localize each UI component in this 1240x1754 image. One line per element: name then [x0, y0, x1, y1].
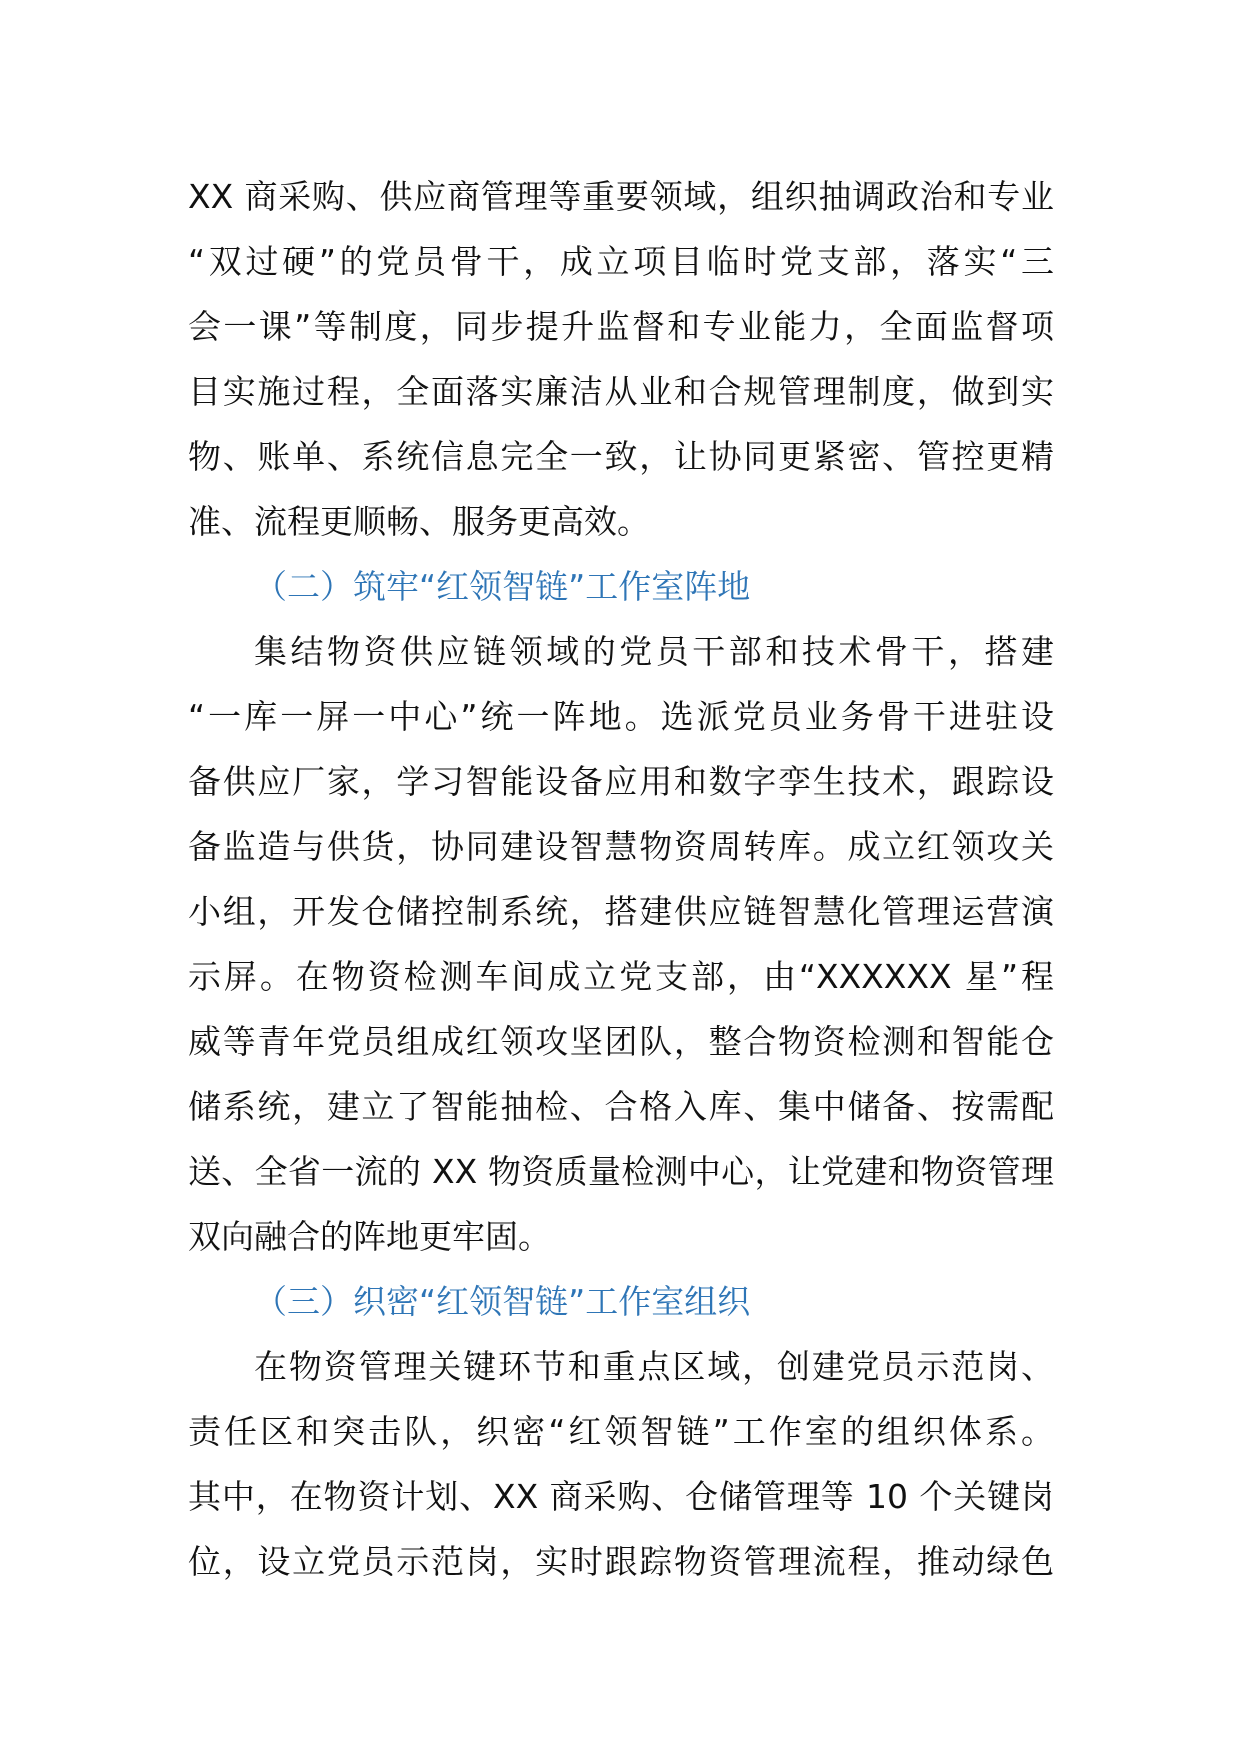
- paragraph-line: 在物资管理关键环节和重点区域，创建党员示范岗、: [254, 1347, 1054, 1386]
- paragraph-line: 小组，开发仓储控制系统，搭建供应链智慧化管理运营演: [188, 892, 1054, 931]
- paragraph-line: 备供应厂家，学习智能设备应用和数字孪生技术，跟踪设: [188, 762, 1054, 801]
- paragraph-3: [188, 1334, 1054, 1594]
- paragraph-line: 双向融合的阵地更牢固。: [188, 1217, 551, 1256]
- paragraph-line: 位，设立党员示范岗，实时跟踪物资管理流程，推动绿色: [188, 1542, 1054, 1581]
- paragraph-line: 威等青年党员组成红领攻坚团队，整合物资检测和智能仓: [188, 1022, 1054, 1061]
- paragraph-1: [188, 164, 1054, 554]
- paragraph-line: “一库一屏一中心”统一阵地。选派党员业务骨干进驻设: [188, 697, 1054, 736]
- paragraph-line: 会一课”等制度，同步提升监督和专业能力，全面监督项: [188, 307, 1054, 346]
- paragraph-line: 示屏。在物资检测车间成立党支部，由“XXXXXX 星”程: [188, 957, 1054, 996]
- section-heading-2: （二）筑牢“红领智链”工作室阵地: [254, 567, 751, 606]
- paragraph-line: 其中，在物资计划、XX 商采购、仓储管理等 10 个关键岗: [188, 1477, 1054, 1516]
- section-heading-3: （三）织密“红领智链”工作室组织: [254, 1282, 751, 1321]
- paragraph-line: 集结物资供应链领域的党员干部和技术骨干，搭建: [254, 632, 1054, 671]
- paragraph-line: 目实施过程，全面落实廉洁从业和合规管理制度，做到实: [188, 372, 1054, 411]
- paragraph-line: 储系统，建立了智能抽检、合格入库、集中储备、按需配: [188, 1087, 1054, 1126]
- paragraph-line: XX 商采购、供应商管理等重要领域，组织抽调政治和专业: [188, 177, 1054, 216]
- paragraph-line: 物、账单、系统信息完全一致，让协同更紧密、管控更精: [188, 437, 1054, 476]
- document-page: [188, 164, 1054, 1594]
- paragraph-line: 备监造与供货，协同建设智慧物资周转库。成立红领攻关: [188, 827, 1054, 866]
- paragraph-line: 责任区和突击队，织密“红领智链”工作室的组织体系。: [188, 1412, 1054, 1451]
- paragraph-line: 送、全省一流的 XX 物资质量检测中心，让党建和物资管理: [188, 1152, 1054, 1191]
- paragraph-line: 准、流程更顺畅、服务更高效。: [188, 502, 650, 541]
- paragraph-line: “双过硬”的党员骨干，成立项目临时党支部，落实“三: [188, 242, 1054, 281]
- paragraph-2: [188, 619, 1054, 1269]
